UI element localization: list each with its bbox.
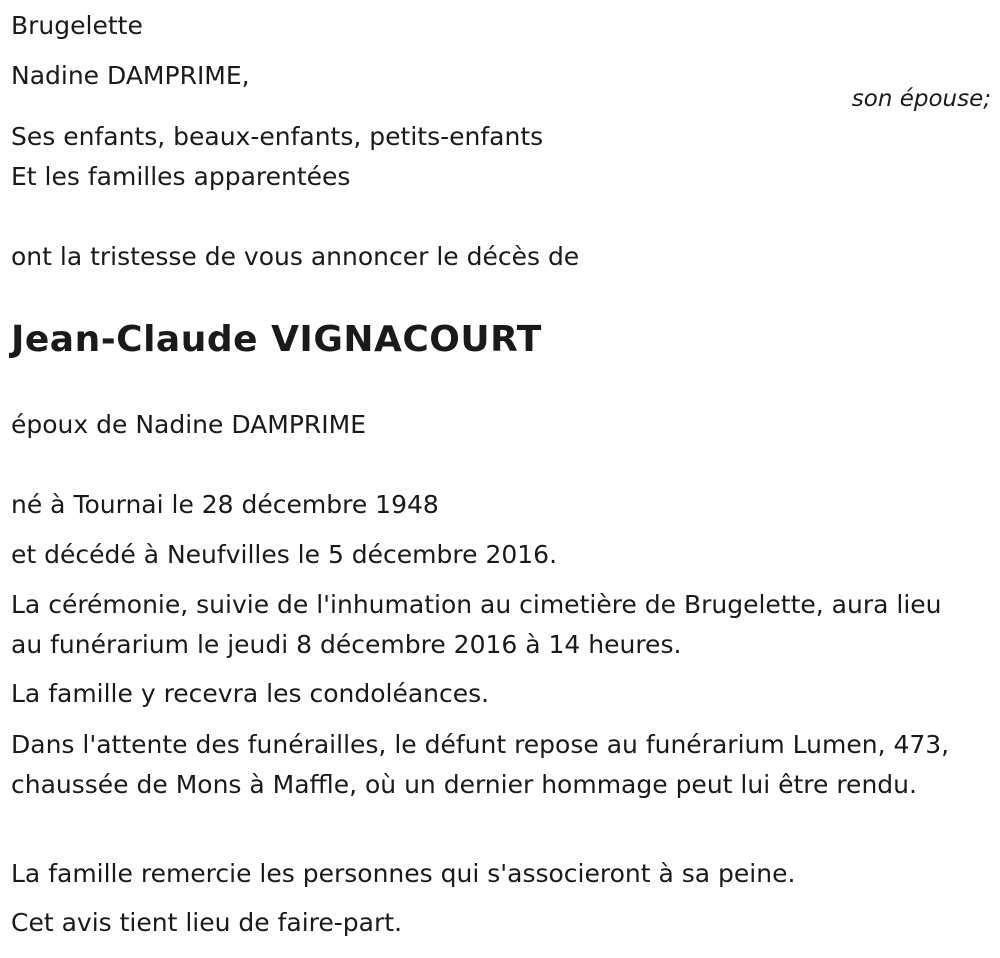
birth-info: né à Tournai le 28 décembre 1948 <box>11 490 439 519</box>
rest-info: Dans l'attente des funérailles, le défunt repose au funérarium Lumen, 473, chaussée de Mons à Maffle, où un dernier hommage peut lui être rendu. <box>11 730 950 799</box>
spouse-name: Nadine DAMPRIME, <box>11 61 250 90</box>
family-line-children: Ses enfants, beaux-enfants, petits-enfants <box>11 122 544 151</box>
condolences-info: La famille y recevra les condoléances. <box>11 679 490 708</box>
ceremony-info: La cérémonie, suivie de l'inhumation au cimetière de Brugelette, aura lieu au funérarium le jeudi 8 décembre 2016 à 14 heures. <box>11 590 942 659</box>
closing-message: Cet avis tient lieu de faire-part. <box>11 908 403 937</box>
death-info: et décédé à Neufvilles le 5 décembre 2016. <box>11 540 558 569</box>
thanks-message: La famille remercie les personnes qui s'associeront à sa peine. <box>11 859 796 888</box>
announcement: ont la tristesse de vous annoncer le décès de <box>11 242 580 271</box>
location: Brugelette <box>11 11 143 40</box>
deceased-name: Jean-Claude VIGNACOURT <box>11 319 542 360</box>
spouse-of: époux de Nadine DAMPRIME <box>11 410 367 439</box>
family-line-relatives: Et les familles apparentées <box>11 162 351 191</box>
spouse-relation: son épouse; <box>851 86 991 112</box>
